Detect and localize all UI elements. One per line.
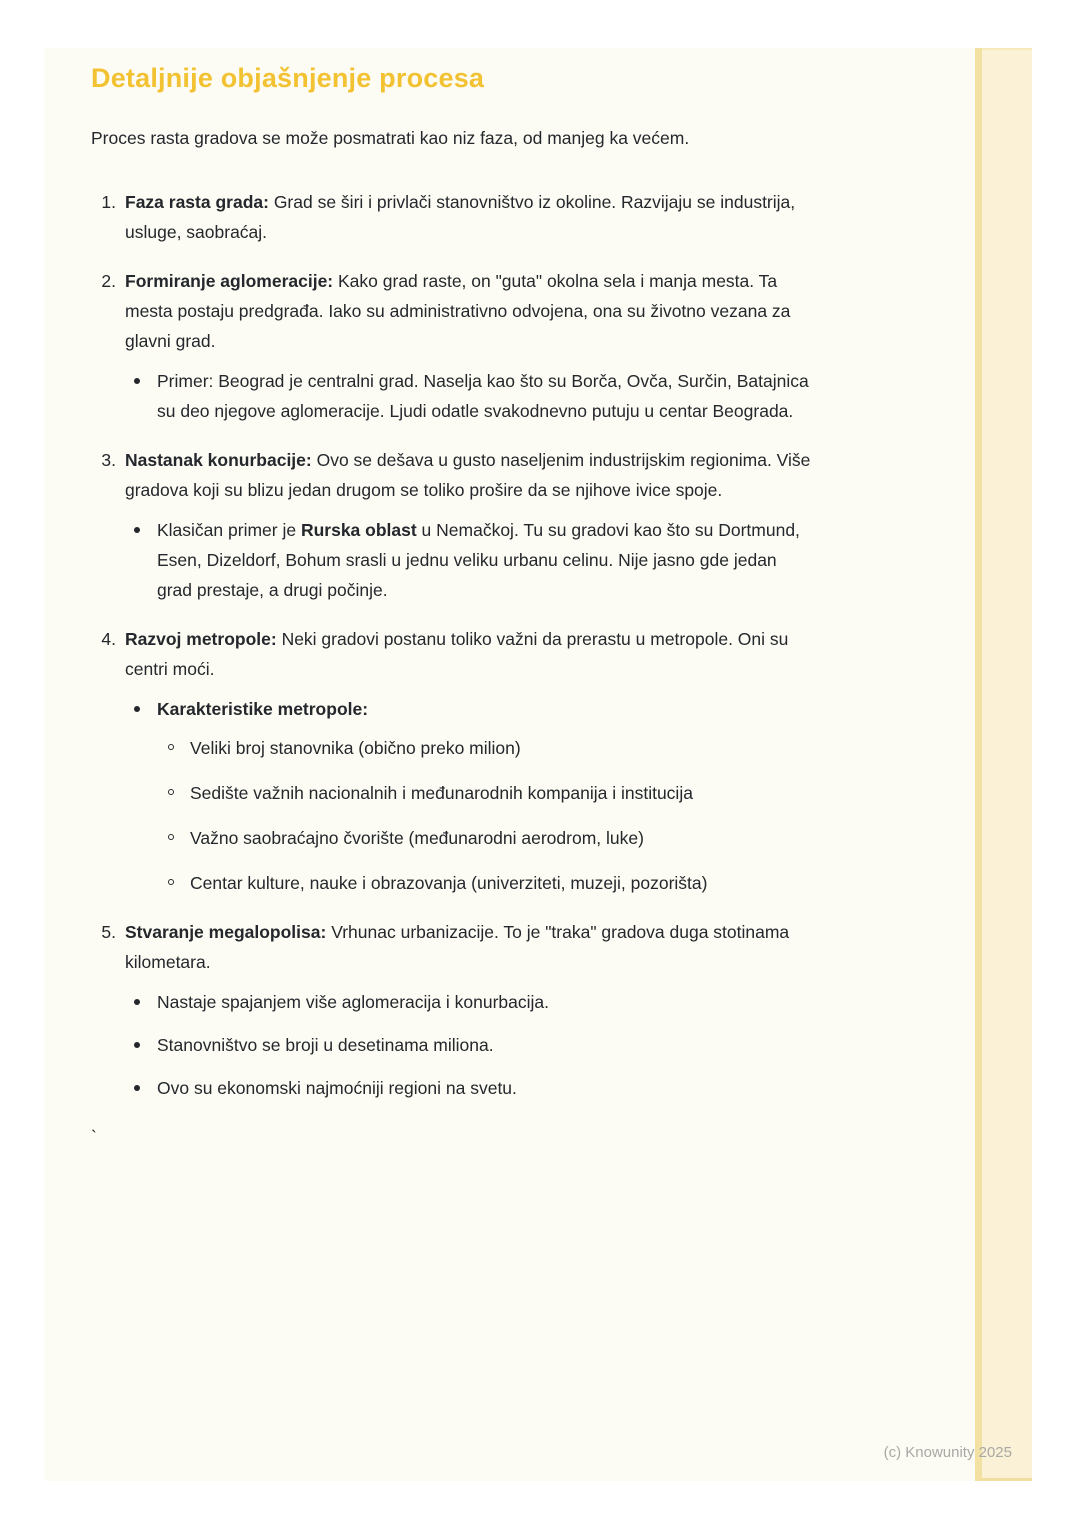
bullet-dot-icon (134, 706, 140, 712)
bullet-dot-icon (134, 527, 140, 533)
bullet-text (157, 987, 815, 1017)
bold-text-segment: Stvaranje megalopolisa: (125, 922, 327, 942)
step-text (125, 266, 815, 356)
bold-text-segment: Formiranje aglomeracije: (125, 271, 334, 291)
process-step-2 (91, 266, 815, 426)
bullet-item (125, 987, 815, 1017)
bullet-dot-icon (134, 999, 140, 1005)
sub-bullet-item (157, 733, 815, 763)
process-step-4 (91, 624, 815, 898)
sub-bullet-text: Sedište važnih nacionalnih i međunarodnih kompanija i institucija (190, 783, 693, 803)
bullet-list (125, 987, 815, 1103)
bullet-item (125, 694, 815, 898)
sub-bullet-text: Centar kulture, nauke i obrazovanja (univerziteti, muzeji, pozorišta) (190, 873, 708, 893)
bullet-dot-icon (134, 1085, 140, 1091)
bullet-text (157, 1030, 815, 1060)
sub-bullet-text: Važno saobraćajno čvorište (međunarodni aerodrom, luke) (190, 828, 644, 848)
circle-bullet-icon (168, 789, 174, 795)
copyright-footer: (c) Knowunity 2025 (883, 1444, 1012, 1461)
text-segment: Stanovništvo se broji u desetinama miliona. (157, 1035, 494, 1055)
process-step-3 (91, 445, 815, 605)
page-title: Detaljnije objašnjenje procesa (91, 63, 485, 93)
process-step-1 (91, 187, 815, 247)
sub-bullet-item (157, 823, 815, 853)
step-text (125, 187, 815, 247)
document-content (91, 48, 815, 1152)
text-segment: Vrhunac urbanizacije. To je "traka" gradova duga stotinama kilometara. (125, 922, 790, 972)
text-segment: Kako grad raste, on "guta" okolna sela i manja mesta. Ta mesta postaju predgrađa. Iako su administrativno odvojena, ona su životno vezana za glavni grad. (125, 271, 791, 351)
circle-bullet-icon (168, 744, 174, 750)
bullet-text (157, 1073, 815, 1103)
step-number: 1. (101, 192, 116, 212)
bullet-item (125, 366, 815, 426)
text-segment: Ovo su ekonomski najmoćniji regioni na svetu. (157, 1078, 517, 1098)
bullet-text (157, 694, 815, 724)
circle-bullet-icon (168, 879, 174, 885)
step-number: 3. (101, 450, 116, 470)
bullet-dot-icon (134, 1042, 140, 1048)
bullet-dot-icon (134, 378, 140, 384)
stray-backtick: ` (91, 1127, 97, 1147)
bullet-item (125, 1030, 815, 1060)
text-segment: Grad se širi i privlači stanovništvo iz okoline. Razvijaju se industrija, usluge, saobraćaj. (125, 192, 796, 242)
bullet-list (125, 694, 815, 898)
bold-text-segment: Karakteristike metropole: (157, 699, 369, 719)
circle-bullet-icon (168, 834, 174, 840)
sub-bullet-list (157, 733, 815, 898)
bold-text-segment: Razvoj metropole: (125, 629, 277, 649)
process-list (91, 187, 815, 1103)
bullet-text (157, 366, 815, 426)
process-step-5 (91, 917, 815, 1103)
text-segment: Klasičan primer je (157, 520, 301, 540)
step-text (125, 917, 815, 977)
step-number: 2. (101, 271, 116, 291)
sub-bullet-item (157, 778, 815, 808)
sub-bullet-item (157, 868, 815, 898)
sub-bullet-text: Veliki broj stanovnika (obično preko milion) (190, 738, 521, 758)
intro-paragraph: Proces rasta gradova se može posmatrati kao niz faza, od manjeg ka većem. (91, 128, 690, 148)
bullet-item (125, 515, 815, 605)
bullet-list (125, 515, 815, 605)
right-margin-stripe (975, 48, 1032, 1481)
text-segment: Nastaje spajanjem više aglomeracija i konurbacija. (157, 992, 549, 1012)
bold-text-segment: Faza rasta grada: (125, 192, 269, 212)
text-segment: u Nemačkoj. Tu su gradovi kao što su Dortmund, Esen, Dizeldorf, Bohum srasli u jednu veliku urbanu celinu. Nije jasno gde jedan grad prestaje, a drugi počinje. (157, 520, 800, 600)
step-number: 4. (101, 629, 116, 649)
text-segment: Primer: Beograd je centralni grad. Naselja kao što su Borča, Ovča, Surčin, Batajnica su deo njegove aglomeracije. Ljudi odatle svakodnevno putuju u centar Beograda. (157, 371, 809, 421)
document-card (45, 48, 1032, 1481)
step-number: 5. (101, 922, 116, 942)
bold-text-segment: Rurska oblast (300, 520, 417, 540)
bullet-item (125, 1073, 815, 1103)
step-text (125, 624, 815, 684)
bullet-list (125, 366, 815, 426)
bullet-text (157, 515, 815, 605)
text-segment: Ovo se dešava u gusto naseljenim industrijskim regionima. Više gradova koji su blizu jedan drugom se toliko prošire da se njihove ivice spoje. (125, 450, 811, 500)
text-segment: Neki gradovi postanu toliko važni da prerastu u metropole. Oni su centri moći. (125, 629, 789, 679)
bold-text-segment: Nastanak konurbacije: (125, 450, 312, 470)
step-text (125, 445, 815, 505)
